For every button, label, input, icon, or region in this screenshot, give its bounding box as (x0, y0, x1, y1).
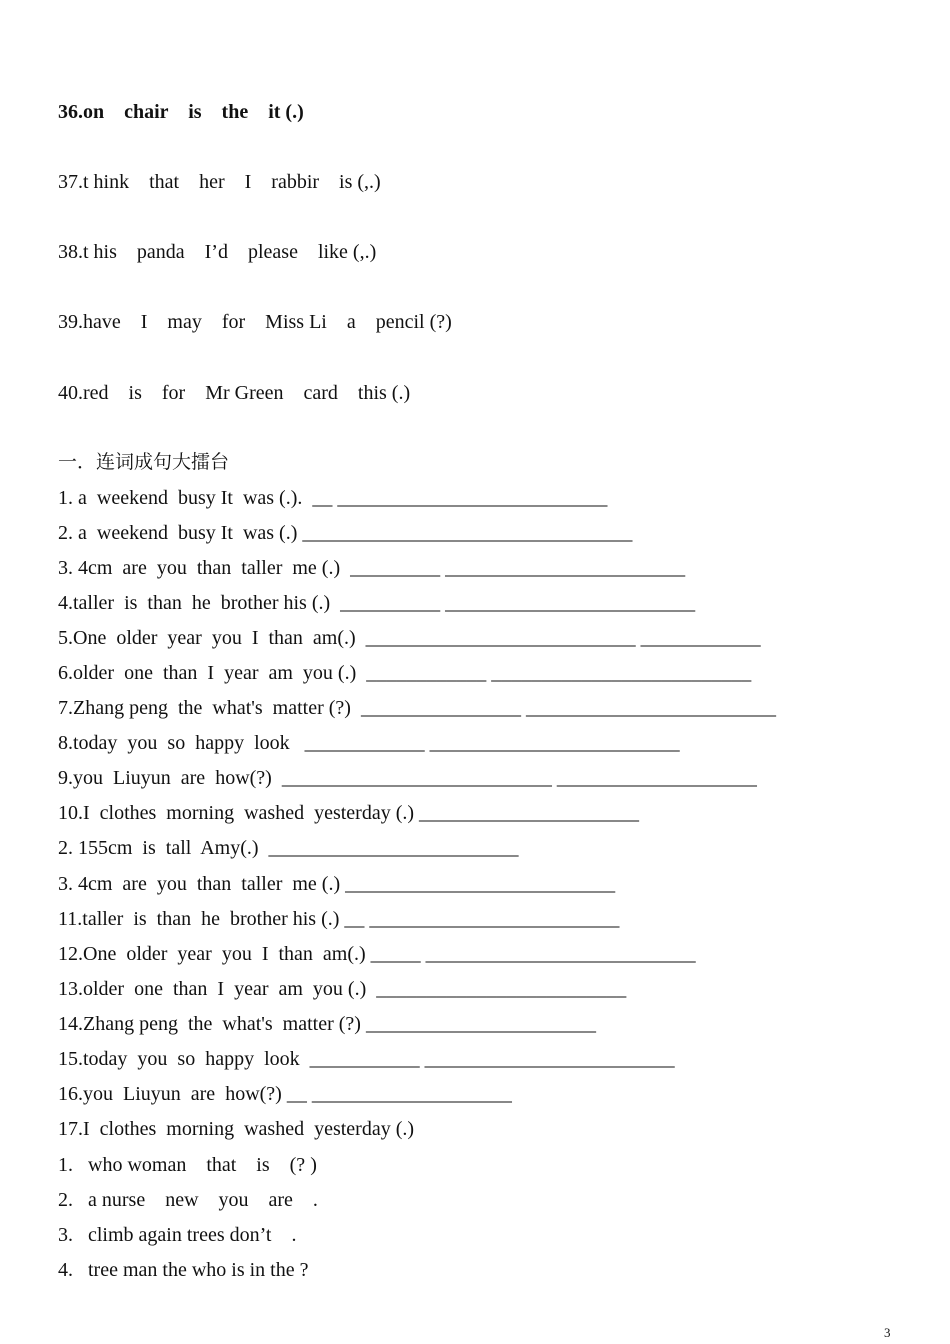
list-item: 7.Zhang peng the what's matter (?) ________________ _________________________ (58, 697, 776, 719)
list-item: 2. 155cm is tall Amy(.) _________________________ (58, 837, 519, 859)
list-item: 13.older one than I year am you (.) _________________________ (58, 978, 627, 1000)
list-item: 11.taller is than he brother his (.) __ _________________________ (58, 908, 620, 930)
section-heading: 一．连词成句大擂台 (58, 451, 230, 473)
list-item: 4. tree man the who is in the ? (58, 1259, 309, 1281)
list-item: 3. 4cm are you than taller me (.) _________ ________________________ (58, 557, 686, 579)
list-item: 8.today you so happy look ____________ _________________________ (58, 732, 680, 754)
list-item: 12.One older year you I than am(.) _____ ___________________________ (58, 943, 696, 965)
exercise-38: 38.t his panda I’d please like (,.) (58, 241, 377, 263)
exercise-36: 36.on chair is the it (.) (58, 101, 304, 123)
list-item: 10.I clothes morning washed yesterday (.) ______________________ (58, 802, 640, 824)
list-item: 3. 4cm are you than taller me (.) ___________________________ (58, 873, 616, 895)
list-item: 1. who woman that is (? ) (58, 1154, 317, 1176)
list-item: 14.Zhang peng the what's matter (?) _______________________ (58, 1013, 596, 1035)
page-number: 3 (884, 1325, 891, 1340)
list-item: 4.taller is than he brother his (.) __________ _________________________ (58, 592, 696, 614)
list-item: 15.today you so happy look ___________ _________________________ (58, 1048, 675, 1070)
list-item: 3. climb again trees don’t . (58, 1224, 297, 1246)
list-item: 16.you Liuyun are how(?) __ ____________________ (58, 1083, 512, 1105)
list-item: 9.you Liuyun are how(?) ___________________________ ____________________ (58, 767, 757, 789)
list-item: 2. a weekend busy It was (.) _________________________________ (58, 522, 633, 544)
exercise-39: 39.have I may for Miss Li a pencil (?) (58, 311, 452, 333)
exercise-40: 40.red is for Mr Green card this (.) (58, 382, 411, 404)
list-item: 1. a weekend busy It was (.). __ ___________________________ (58, 487, 608, 509)
list-item: 6.older one than I year am you (.) ____________ __________________________ (58, 662, 752, 684)
list-item: 5.One older year you I than am(.) ___________________________ ____________ (58, 627, 761, 649)
list-item: 17.I clothes morning washed yesterday (.) (58, 1118, 415, 1140)
exercise-37: 37.t hink that her I rabbir is (,.) (58, 171, 381, 193)
list-item: 2. a nurse new you are . (58, 1189, 318, 1211)
